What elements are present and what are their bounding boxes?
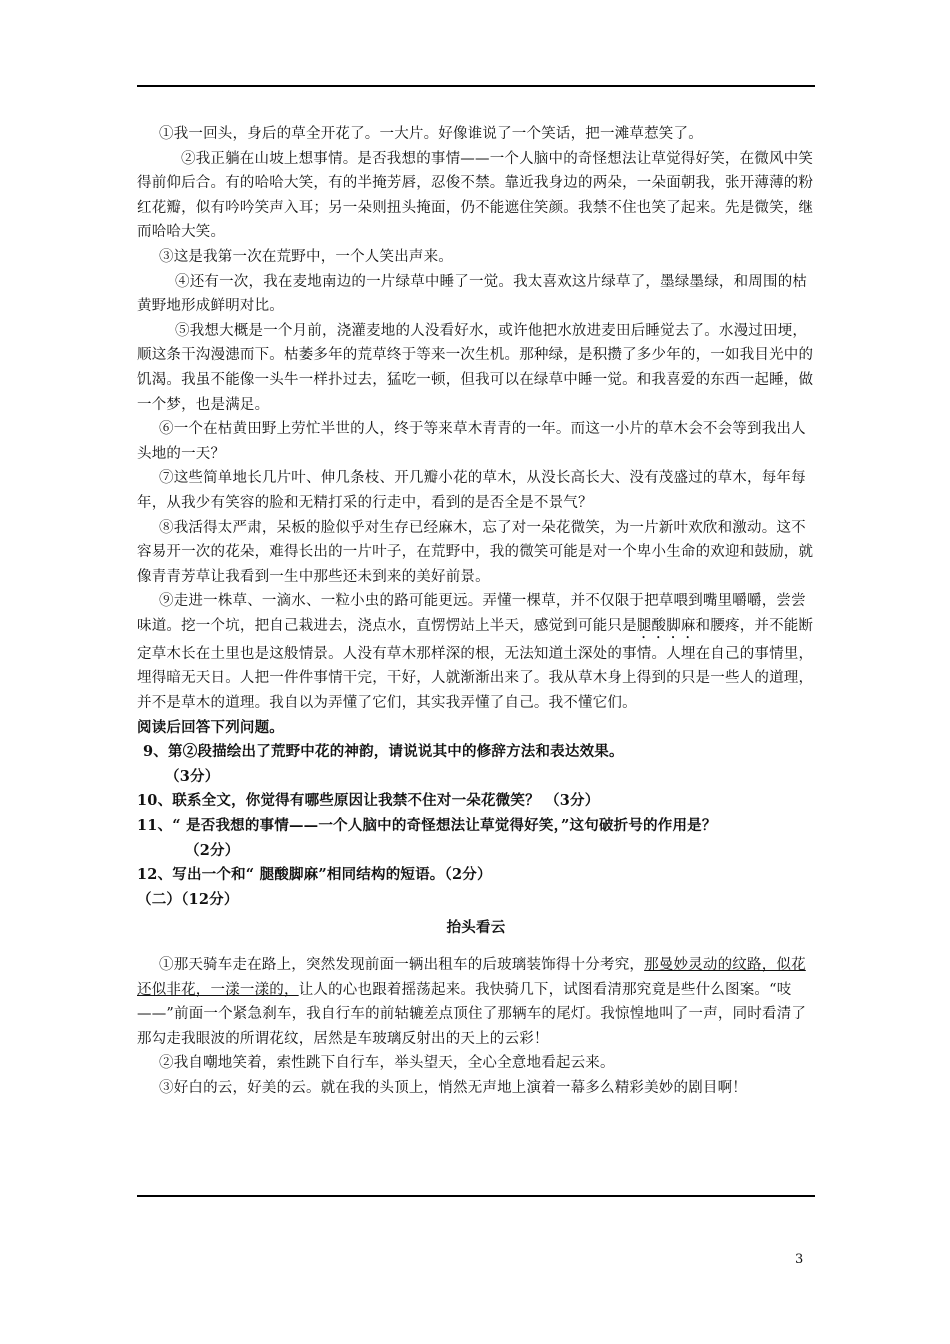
section-2-heading: （二）（12分） [137, 890, 239, 908]
section-2-paragraph-3: ③好白的云，好美的云。就在我的头顶上，悄然无声地上演着一幕多么精彩美妙的剧目啊！ [159, 1079, 747, 1096]
paragraph-5: ⑤我想大概是一个月前，浇灌麦地的人没看好水，或许他把水放进麦田后睡觉去了。水漫过田埂，顺这条干沟漫漶而下。枯萎多年的荒草终于等来一次生机。那种绿，是积攒了多少年的，一如我目光中的饥渴。我虽不能像一头牛一样扑过去，猛吃一顿，但我可以在绿草中睡一觉。和我喜爱的东西一起睡，做一个梦，也是满足。 [137, 322, 814, 413]
question-11: 11、“ 是否我想的事情——一个人脑中的奇怪想法让草觉得好笑，”这句破折号的作用是？ [137, 817, 717, 835]
section-2-paragraph-2: ②我自嘲地笑着，索性跳下自行车，举头望天，全心全意地看起云来。 [159, 1055, 615, 1072]
section-2-p1-part-a: ①那天骑车走在路上，突然发现前面一辆出租车的后玻璃装饰得十分考究， [159, 957, 645, 973]
paragraph-3: ③这是我第一次在荒野中，一个人笑出声来。 [159, 248, 453, 265]
section-2-p1-part-b: 让人的心也跟着摇荡起来。我快骑几下，试图看清那究竟是些什么图案。“吱——”前面一个紧急刹车，我自行车的前轱辘差点顶住了那辆车的尾灯。我惊惶地叫了一声，同时看清了那勾走我眼波的所谓花纹，居然是车玻璃反射出的天上的云彩！ [137, 981, 807, 1047]
paragraph-9-part-b: 和腰疼，并不能断定草木长在土里也是这般情景。人没有草木那样深的根，无法知道土深处的事情。人埋在自己的事情里，埋得暗无天日。人把一件件事情干完，干好，人就渐渐出来了。我从草木身上得到的只是一些人的道理，并不是草木的道理。我自以为弄懂了它们，其实我弄懂了自己。我不懂它们。 [137, 617, 814, 712]
question-12: 12、写出一个和“ 腿酸脚麻”相同结构的短语。（2分） [137, 866, 492, 884]
header-rule [137, 85, 815, 87]
dotted-phrase: 腿酸脚麻 [636, 617, 696, 634]
document-body [137, 122, 815, 1101]
question-11-score: （2分） [185, 841, 240, 859]
question-9-score: （3分） [165, 767, 220, 785]
paragraph-7: ⑦这些简单地长几片叶、伸几条枝、开几瓣小花的草木，从没长高长大、没有茂盛过的草木，每年每年，从我少有笑容的脸和无精打采的行走中，看到的是否全是不景气？ [137, 470, 806, 511]
paragraph-8: ⑧我活得太严肃，呆板的脸似乎对生存已经麻木，忘了对一朵花微笑，为一片新叶欢欣和激动。这不容易开一次的花朵，难得长出的一片叶子，在荒野中，我的微笑可能是对一个卑小生命的欢迎和鼓励，就像青青芳草让我看到一生中那些还未到来的美好前景。 [137, 519, 814, 585]
page-number: 3 [795, 1252, 804, 1267]
questions-intro: 阅读后回答下列问题。 [137, 718, 284, 736]
question-10: 10、联系全文，你觉得有哪些原因让我禁不住对一朵花微笑？ （3分） [137, 792, 600, 810]
footer-rule [137, 1195, 815, 1197]
paragraph-1: ①我一回头，身后的草全开花了。一大片。好像谁说了一个笑话，把一滩草惹笑了。 [159, 126, 703, 142]
question-9: 9、第②段描绘出了荒野中花的神韵，请说说其中的修辞方法和表达效果。 [143, 743, 624, 761]
paragraph-2: ②我正躺在山坡上想事情。是否我想的事情——一个人脑中的奇怪想法让草觉得好笑，在微风中笑得前仰后合。有的哈哈大笑，有的半掩芳唇，忍俊不禁。靠近我身边的两朵，一朵面朝我，张开薄薄的粉红花瓣，似有吟吟笑声入耳；另一朵则扭头掩面，仍不能遮住笑颜。我禁不住也笑了起来。先是微笑，继而哈哈大笑。 [137, 150, 814, 241]
paragraph-9-part-a: ⑨走进一株草、一滴水、一粒小虫的路可能更远。弄懂一棵草，并不仅限于把草喂到嘴里嚼嚼，尝尝味道。挖一个坑，把自己栽进去，浇点水，直愣愣站上半天，感觉到可能只是 [137, 593, 806, 634]
paragraph-6: ⑥一个在枯黄田野上劳忙半世的人，终于等来草木青青的一年。而这一小片的草木会不会等到我出人头地的一天？ [137, 421, 806, 462]
paragraph-9 [137, 589, 815, 715]
paragraph-4: ④还有一次，我在麦地南边的一片绿草中睡了一觉。我太喜欢这片绿草了，墨绿墨绿，和周围的枯黄野地形成鲜明对比。 [137, 273, 808, 315]
section-2-title: 抬头看云 [446, 919, 506, 937]
section-2-paragraph-1 [137, 953, 815, 1051]
underlined-phrase: 那曼妙灵动的纹路，似花还似非花，一漾一漾的， [137, 957, 806, 998]
